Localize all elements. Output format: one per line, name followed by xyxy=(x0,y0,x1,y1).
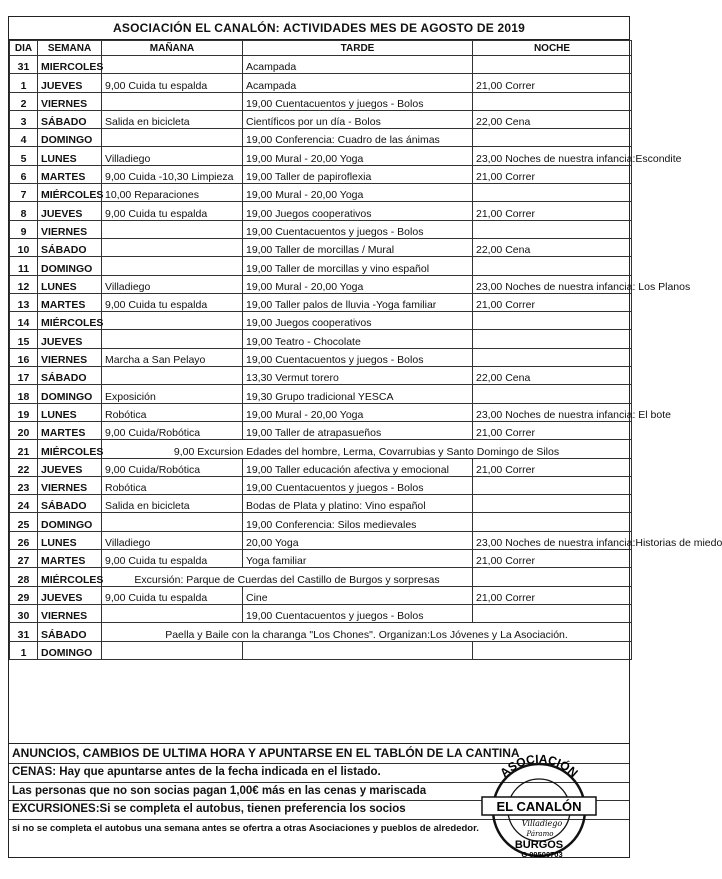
stamp-city: BURGOS xyxy=(514,839,564,851)
table-row xyxy=(10,92,632,110)
table-row xyxy=(10,604,632,622)
weekday: DOMINGO xyxy=(38,129,102,147)
activity-tarde: 19,00 Cuentacuentos y juegos - Bolos xyxy=(243,604,473,622)
weekday: JUEVES xyxy=(38,458,102,476)
footer-excursiones: EXCURSIONES:Si se completa el autobus, tienen preferencia los socios xyxy=(9,800,629,819)
weekday: LUNES xyxy=(38,147,102,165)
day-number: 12 xyxy=(10,275,38,293)
stamp-script-1: Villadiego xyxy=(521,819,563,828)
activity-tarde: 19,00 Taller de morcillas / Mural xyxy=(243,238,473,256)
activity-noche: 22,00 Cena xyxy=(473,367,632,385)
weekday: SÁBADO xyxy=(38,495,102,513)
weekday: MIÉRCOLES xyxy=(38,184,102,202)
activity-manana xyxy=(102,92,243,110)
day-number: 30 xyxy=(10,604,38,622)
page-title: ASOCIACIÓN EL CANALÓN: ACTIVIDADES MES DE AGOSTO DE 2019 xyxy=(9,17,629,40)
activity-tarde: 19,00 Taller palos de lluvia -Yoga familiar xyxy=(243,293,473,311)
day-number: 24 xyxy=(10,495,38,513)
activity-tarde: Acampada xyxy=(243,74,473,92)
day-number: 23 xyxy=(10,476,38,494)
table-row xyxy=(10,367,632,385)
day-number: 19 xyxy=(10,403,38,421)
table-row xyxy=(10,641,632,659)
activity-manana: 9,00 Cuida tu espalda xyxy=(102,550,243,568)
activity-noche: 23,00 Noches de nuestra infancia:Historias de miedo xyxy=(473,531,632,549)
day-number: 1 xyxy=(10,641,38,659)
association-stamp xyxy=(480,752,598,858)
day-number: 9 xyxy=(10,220,38,238)
day-number: 26 xyxy=(10,531,38,549)
activity-tarde: Acampada xyxy=(243,56,473,74)
activity-manana: Villadiego xyxy=(102,147,243,165)
weekday: JUEVES xyxy=(38,330,102,348)
activity-tarde: 19,00 Cuentacuentos y juegos - Bolos xyxy=(243,220,473,238)
weekday: JUEVES xyxy=(38,74,102,92)
day-number: 31 xyxy=(10,56,38,74)
weekday: SÁBADO xyxy=(38,110,102,128)
activity-noche: 21,00 Correr xyxy=(473,421,632,439)
weekday: SÁBADO xyxy=(38,238,102,256)
day-number: 15 xyxy=(10,330,38,348)
day-number: 21 xyxy=(10,440,38,458)
activity-tarde: 13,30 Vermut torero xyxy=(243,367,473,385)
table-row xyxy=(10,293,632,311)
weekday: VIERNES xyxy=(38,220,102,238)
table-row xyxy=(10,275,632,293)
table-row xyxy=(10,56,632,74)
activity-noche xyxy=(473,476,632,494)
weekday: VIERNES xyxy=(38,604,102,622)
activity-tarde: 19,00 Conferencia: Cuadro de las ánimas xyxy=(243,129,473,147)
activity-manana: 9,00 Cuida/Robótica xyxy=(102,421,243,439)
activity-noche xyxy=(473,220,632,238)
activity-manana xyxy=(102,641,243,659)
weekday: MIÉRCOLES xyxy=(38,312,102,330)
activity-noche: 23,00 Noches de nuestra infancia:Escondite xyxy=(473,147,632,165)
activities-table xyxy=(9,40,722,660)
activity-tarde: 19,00 Mural - 20,00 Yoga xyxy=(243,275,473,293)
table-row xyxy=(10,238,632,256)
weekday: LUNES xyxy=(38,531,102,549)
table-row xyxy=(10,165,632,183)
activity-tarde: 19,00 Mural - 20,00 Yoga xyxy=(243,147,473,165)
footer-no-socias: Las personas que no son socias pagan 1,00€ más en las cenas y mariscada xyxy=(9,782,629,801)
activity-manana: 9,00 Cuida tu espalda xyxy=(102,74,243,92)
activity-tarde: Cine xyxy=(243,586,473,604)
activity-manana: Robótica xyxy=(102,403,243,421)
header-row xyxy=(10,41,632,56)
activity-noche xyxy=(473,56,632,74)
footer-cenas: CENAS: Hay que apuntarse antes de la fecha indicada en el listado. xyxy=(9,763,629,782)
day-number: 3 xyxy=(10,110,38,128)
day-number: 10 xyxy=(10,238,38,256)
activity-morning-afternoon: Excursión: Parque de Cuerdas del Castillo de Burgos y sorpresas xyxy=(102,568,473,586)
activity-tarde: 20,00 Yoga xyxy=(243,531,473,549)
footer-nota: si no se completa el autobus una semana antes se ofertra a otras Asociaciones y pueblos de alrededor. xyxy=(9,819,629,838)
weekday: MIERCOLES xyxy=(38,56,102,74)
activities-sheet xyxy=(8,16,722,858)
activity-noche: 21,00 Correr xyxy=(473,550,632,568)
table-row xyxy=(10,623,632,641)
activity-manana xyxy=(102,56,243,74)
activity-manana: 9,00 Cuida tu espalda xyxy=(102,586,243,604)
footer-anuncios: ANUNCIOS, CAMBIOS DE ULTIMA HORA Y APUNTARSE EN EL TABLÓN DE LA CANTINA xyxy=(9,743,629,763)
table-row xyxy=(10,476,632,494)
table-row xyxy=(10,312,632,330)
stamp-top-text: ASOCIACIÓN xyxy=(497,752,581,780)
weekday: VIERNES xyxy=(38,348,102,366)
activity-manana: 9,00 Cuida/Robótica xyxy=(102,458,243,476)
day-number: 7 xyxy=(10,184,38,202)
activity-noche: 23,00 Noches de nuestra infancia: El bote xyxy=(473,403,632,421)
activity-tarde: 19,00 Cuentacuentos y juegos - Bolos xyxy=(243,476,473,494)
table-row xyxy=(10,513,632,531)
table-row xyxy=(10,568,632,586)
activity-manana xyxy=(102,312,243,330)
activity-tarde: 19,00 Cuentacuentos y juegos - Bolos xyxy=(243,348,473,366)
table-row xyxy=(10,403,632,421)
activity-noche xyxy=(473,513,632,531)
table-row xyxy=(10,495,632,513)
activity-manana xyxy=(102,129,243,147)
day-number: 2 xyxy=(10,92,38,110)
table-row xyxy=(10,74,632,92)
table-row xyxy=(10,348,632,366)
table-row xyxy=(10,440,632,458)
activity-noche xyxy=(473,604,632,622)
stamp-script-2: Páramo xyxy=(526,830,554,838)
weekday: JUEVES xyxy=(38,202,102,220)
day-number: 4 xyxy=(10,129,38,147)
activity-manana xyxy=(102,367,243,385)
activity-noche xyxy=(473,92,632,110)
activity-noche xyxy=(473,330,632,348)
activity-noche: 21,00 Correr xyxy=(473,165,632,183)
col-manana: MAÑANA xyxy=(102,41,243,56)
weekday: LUNES xyxy=(38,275,102,293)
table-row xyxy=(10,586,632,604)
activity-noche: 21,00 Correr xyxy=(473,74,632,92)
activity-tarde: 19,30 Grupo tradicional YESCA xyxy=(243,385,473,403)
activity-noche xyxy=(473,184,632,202)
table-row xyxy=(10,257,632,275)
day-number: 5 xyxy=(10,147,38,165)
activity-tarde xyxy=(243,641,473,659)
day-number: 11 xyxy=(10,257,38,275)
activity-noche xyxy=(473,312,632,330)
activity-manana xyxy=(102,238,243,256)
table-row xyxy=(10,202,632,220)
day-number: 25 xyxy=(10,513,38,531)
activity-tarde: 19,00 Juegos cooperativos xyxy=(243,202,473,220)
activity-manana: 9,00 Cuida tu espalda xyxy=(102,202,243,220)
activity-tarde: Yoga familiar xyxy=(243,550,473,568)
activity-tarde: 19,00 Taller educación afectiva y emocional xyxy=(243,458,473,476)
stamp-name: EL CANALÓN xyxy=(496,799,582,814)
table-row xyxy=(10,421,632,439)
weekday: DOMINGO xyxy=(38,385,102,403)
activity-manana: Marcha a San Pelayo xyxy=(102,348,243,366)
table-row xyxy=(10,531,632,549)
activity-manana: Salida en bicicleta xyxy=(102,495,243,513)
col-semana: SEMANA xyxy=(38,41,102,56)
activity-noche xyxy=(473,568,632,586)
weekday: MARTES xyxy=(38,293,102,311)
activity-tarde: 19,00 Taller de morcillas y vino español xyxy=(243,257,473,275)
activity-manana: 9,00 Cuida tu espalda xyxy=(102,293,243,311)
activity-tarde: Científicos por un día - Bolos xyxy=(243,110,473,128)
table-row xyxy=(10,110,632,128)
col-tarde: TARDE xyxy=(243,41,473,56)
activity-manana xyxy=(102,257,243,275)
weekday: JUEVES xyxy=(38,586,102,604)
table-row xyxy=(10,458,632,476)
table-row xyxy=(10,330,632,348)
activity-manana: Salida en bicicleta xyxy=(102,110,243,128)
table-row xyxy=(10,147,632,165)
weekday: MIÉRCOLES xyxy=(38,568,102,586)
col-noche: NOCHE xyxy=(473,41,632,56)
day-number: 22 xyxy=(10,458,38,476)
activity-manana: Villadiego xyxy=(102,275,243,293)
activity-full-day: Paella y Baile con la charanga "Los Chones". Organizan:Los Jóvenes y La Asociación. xyxy=(102,623,632,641)
day-number: 16 xyxy=(10,348,38,366)
table-row xyxy=(10,129,632,147)
day-number: 17 xyxy=(10,367,38,385)
activity-noche: 21,00 Correr xyxy=(473,458,632,476)
day-number: 29 xyxy=(10,586,38,604)
weekday: LUNES xyxy=(38,403,102,421)
weekday: SÁBADO xyxy=(38,367,102,385)
activity-manana xyxy=(102,220,243,238)
day-number: 6 xyxy=(10,165,38,183)
table-row xyxy=(10,385,632,403)
activity-tarde: 19,00 Conferencia: Silos medievales xyxy=(243,513,473,531)
activity-manana: Exposición xyxy=(102,385,243,403)
weekday: DOMINGO xyxy=(38,257,102,275)
activity-noche: 22,00 Cena xyxy=(473,110,632,128)
col-dia: DIA xyxy=(10,41,38,56)
activity-noche xyxy=(473,385,632,403)
weekday: VIERNES xyxy=(38,92,102,110)
day-number: 13 xyxy=(10,293,38,311)
activity-manana xyxy=(102,604,243,622)
activity-noche: 21,00 Correr xyxy=(473,586,632,604)
day-number: 31 xyxy=(10,623,38,641)
day-number: 20 xyxy=(10,421,38,439)
activity-noche: 21,00 Correr xyxy=(473,293,632,311)
table-row xyxy=(10,184,632,202)
day-number: 14 xyxy=(10,312,38,330)
activity-noche xyxy=(473,495,632,513)
weekday: SÁBADO xyxy=(38,623,102,641)
stamp-code: G 09500703 xyxy=(521,850,563,858)
activity-noche: 21,00 Correr xyxy=(473,202,632,220)
activity-noche xyxy=(473,257,632,275)
activity-manana: Robótica xyxy=(102,476,243,494)
activity-tarde: 19,00 Juegos cooperativos xyxy=(243,312,473,330)
activity-full-day: 9,00 Excursion Edades del hombre, Lerma, Covarrubias y Santo Domingo de Silos xyxy=(102,440,632,458)
weekday: DOMINGO xyxy=(38,513,102,531)
weekday: DOMINGO xyxy=(38,641,102,659)
day-number: 18 xyxy=(10,385,38,403)
activity-noche: 22,00 Cena xyxy=(473,238,632,256)
weekday: MARTES xyxy=(38,550,102,568)
activity-manana: 10,00 Reparaciones xyxy=(102,184,243,202)
weekday: MIÉRCOLES xyxy=(38,440,102,458)
activity-noche: 23,00 Noches de nuestra infancia: Los Planos xyxy=(473,275,632,293)
activity-manana: Villadiego xyxy=(102,531,243,549)
activity-tarde: 19,00 Cuentacuentos y juegos - Bolos xyxy=(243,92,473,110)
activity-tarde: 19,00 Taller de atrapasueños xyxy=(243,421,473,439)
activity-tarde: 19,00 Taller de papiroflexia xyxy=(243,165,473,183)
table-row xyxy=(10,550,632,568)
day-number: 1 xyxy=(10,74,38,92)
activity-manana xyxy=(102,513,243,531)
weekday: VIERNES xyxy=(38,476,102,494)
weekday: MARTES xyxy=(38,165,102,183)
day-number: 8 xyxy=(10,202,38,220)
activity-tarde: 19,00 Teatro - Chocolate xyxy=(243,330,473,348)
day-number: 28 xyxy=(10,568,38,586)
day-number: 27 xyxy=(10,550,38,568)
activity-noche xyxy=(473,129,632,147)
activity-noche xyxy=(473,641,632,659)
table-row xyxy=(10,220,632,238)
activity-noche xyxy=(473,348,632,366)
weekday: MARTES xyxy=(38,421,102,439)
activity-tarde: Bodas de Plata y platino: Vino español xyxy=(243,495,473,513)
activity-tarde: 19,00 Mural - 20,00 Yoga xyxy=(243,184,473,202)
activity-manana: 9,00 Cuida -10,30 Limpieza xyxy=(102,165,243,183)
activity-tarde: 19,00 Mural - 20,00 Yoga xyxy=(243,403,473,421)
activity-manana xyxy=(102,330,243,348)
